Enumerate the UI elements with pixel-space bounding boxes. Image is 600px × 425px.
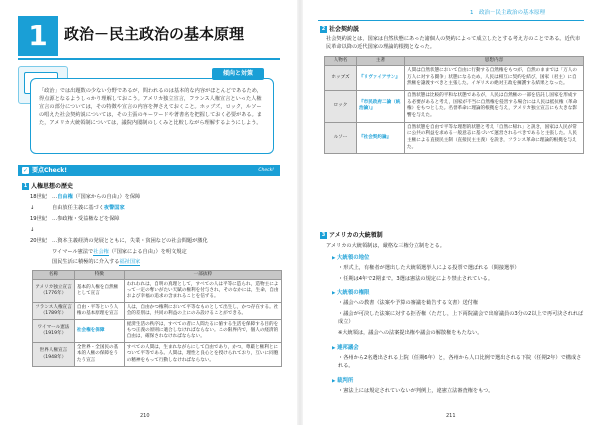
table-row [325, 66, 584, 91]
history-text: …参政権・受益権などを保障 [52, 216, 120, 222]
table-header: 思想内容 [405, 57, 584, 66]
sub-1-line: ・形式上，有権者が選出した大統領選挙人による投票で選ばれる（間接選挙） [338, 265, 520, 271]
section-2-heading [320, 26, 359, 34]
declaration-feature: 全世界・全国民の基本的人権の保障をうたう宣言 [74, 343, 124, 366]
century-label: 19世紀 [30, 216, 47, 222]
thinker-content: 自然状態は比較的平和な状態であるが，人民は自然権の一部を信託し国家を形成する必要があると考え，国家が不当に自然権を侵害する場合には人民は抵抗権（革命権）をもつとした。名誉革命に理論的根拠を与え，アメリカ独立宣言にも大きな影響を与えた。 [405, 90, 584, 122]
history-text: ワイマール憲法で [52, 249, 94, 255]
sub-1-line: ・任期は4年で2期まで。3選は憲法の規定により禁止されている。 [338, 276, 494, 282]
sub-4-line: ・憲法上には規定されていないが判例上，違憲立法審査権をもつ。 [338, 388, 494, 394]
table-row [325, 90, 584, 122]
history-key: 福祉国家 [119, 259, 141, 265]
history-text: 国民生活に積極的に介入する [52, 259, 120, 265]
thinker-name: ロック [325, 90, 357, 122]
century-label: 18世紀 [30, 194, 47, 200]
running-head: 1 政治－民主政治の基本原理 [470, 10, 546, 16]
declaration-name: 世界人権宣言（1948年） [33, 343, 75, 366]
section-number: 3 [321, 232, 326, 238]
table-row [33, 280, 282, 303]
thinker-work: 『リヴァイアサン』 [357, 66, 405, 91]
history-key: 自由権 [57, 194, 73, 200]
history-line [30, 216, 280, 223]
century-label: 20世紀 [30, 238, 47, 244]
check-icon: ✓ [22, 167, 29, 174]
section-2-lead: 社会契約説とは，国家は自然状態にあった諸個人の契約によって成立したとする考え方のことである。近代市民革命以降の近代国家の理論的根拠となった。 [326, 36, 581, 50]
intro-box [30, 78, 274, 154]
declaration-feature: 社会権を保障 [74, 320, 124, 343]
declaration-quote: すべての人間は，生まれながらにして自由であり，かつ，尊厳と権利とについて平等である。人間は，理性と良心とを授けられており，互いに同胞の精神をもって行動しなければならない。 [124, 343, 281, 366]
sub-4-title: ▶ 裁判所 [332, 378, 353, 385]
table-header: 人物名 [325, 57, 357, 66]
intro-tag: 傾向と対策 [212, 68, 264, 80]
history-line [30, 238, 280, 245]
history-line [30, 194, 280, 201]
thinker-content: 自然状態を自由で平等な理想的状態と考え「自然に帰れ」と説き，国家は人民が常に公共の利益を求める一般意志に基づいて運営されるべきであると主張した。人民主権による直接民主制（直接民主主義）を説き，フランス革命に理論的根拠を与えた。 [405, 122, 584, 154]
arrow-icon: ↓ [30, 227, 35, 233]
sub-2-line: ・議会が可決した法案に対する拒否権（ただし，上下両院議会で出席議員の3分の2以上で再可決されれば成立） [338, 311, 584, 325]
table-header-row [33, 271, 282, 280]
table-row [33, 320, 282, 343]
social-contract-table [324, 56, 584, 154]
check-label: 要点Check! [32, 167, 68, 174]
section-1-heading [22, 183, 73, 191]
sub-2-line: ※大統領は，議会への法案提出権や議会の解散権をもたない。 [338, 330, 483, 336]
thinker-name: ルソー [325, 122, 357, 154]
history-key: 夜警国家 [103, 205, 125, 211]
section-number: 2 [321, 26, 326, 32]
thinker-work: 『社会契約論』 [357, 122, 405, 154]
section-3-title: アメリカの大統領制 [329, 232, 383, 239]
section-3-heading [320, 232, 383, 240]
sub-2-line: ・議会への教書（法案や予算の審議を勧告する文書）送付権 [338, 300, 479, 306]
declaration-name: アメリカ独立宣言（1776年） [33, 280, 75, 303]
section-3-lead: アメリカの大統領制は，厳格な三権分立制をとる。 [326, 243, 445, 249]
thinker-work: 『市民政府二論（統治論）』 [357, 90, 405, 122]
history-text: … [52, 194, 58, 200]
history-text: （『国家からの自由』）を保障 [72, 194, 141, 200]
table-header-row [325, 57, 584, 66]
sub-3-title: ▶ 連邦議会 [332, 345, 359, 352]
declaration-feature: 基本的人権を自然権として宣言 [74, 280, 124, 303]
history-text: …資本主義経済の発展とともに，失業・貧困などの社会問題が激化 [52, 238, 208, 244]
table-row [33, 303, 282, 320]
table-header: 名称 [33, 271, 75, 280]
page-number-left: 210 [140, 413, 150, 419]
history-key: 社会権 [93, 249, 109, 255]
history-line [30, 249, 280, 256]
declaration-name: ワイマール憲法（1919年） [33, 320, 75, 343]
declaration-feature: 自由・平等という人権の基本原理を宣言 [74, 303, 124, 320]
table-row [33, 343, 282, 366]
century-label: ↓ [30, 205, 35, 211]
section-number: 1 [23, 183, 28, 189]
declaration-name: フランス人権宣言（1789年） [33, 303, 75, 320]
table-row [325, 122, 584, 154]
chapter-number-badge: 1 [18, 16, 58, 56]
table-header: 特徴 [74, 271, 124, 280]
section-1-title: 人権思想の歴史 [31, 183, 74, 190]
declaration-quote: 経済生活の秩序は，すべての者に人間たるに値する生活を保障する目的をもつ正義の原則に適合しなければならない。この限界内で，個人の経済的自由は，確保されなければならない。 [124, 320, 281, 343]
history-arrow [30, 227, 280, 234]
sub-2-title: ▶ 大統領の権限 [332, 290, 369, 297]
history-line [30, 205, 280, 212]
running-head-rule [318, 20, 584, 21]
declaration-quote: われわれは，自明の真理として，すべての人は平等に造られ，造物主によって一定の奪いがたい天賦の権利を付与され，そのなかには，生命，自由および幸福の追求の含まれることを信ずる。 [124, 280, 281, 303]
rights-declarations-table [32, 270, 282, 367]
history-text: 自由放任主義に基づく [52, 205, 104, 211]
page-number-right: 211 [446, 413, 456, 419]
sub-3-line: ・各州から2名選出される上院（任期6年）と，各州から人口比例で選出される下院（任期2年）で構成される。 [338, 355, 582, 369]
intro-text: 「政治」では出題数の少ない分野であるが，問われるのは基本的な内容がほとんどであるため，得点源となるようしっかり理解しておこう。アメリカ独立宣言，フランス人権宣言といった人権宣言の部分については，その特徴や宣言の内容を押さえておくこと。ホッブズ，ロック，ルソーの唱えた社会契約説については，その主張のキーワードや著書名を把握しておく必要がある。また，アメリカ大統領制については，議院内閣制のしくみと比較しながら理解するようにしよう。 [39, 88, 262, 127]
chapter-rule [18, 58, 280, 60]
history-line [30, 259, 280, 266]
page-gutter [297, 0, 303, 425]
section-2-title: 社会契約説 [329, 26, 360, 33]
table-header: 主著 [357, 57, 405, 66]
thinker-content: 人間は自然状態において自由に行動する自然権をもつが，自然のままでは「万人の万人に対する闘争」状態になるため，人民は相互に契約を結び，国家（君主）に自然権を譲渡すべきと主張した。イギリスの絶対王政を擁護する結果となった。 [405, 66, 584, 91]
declaration-quote: 人は，自由かつ権利において平等なものとして出生し，かつ存在する。社会的差別は，共同の利益の上にのみ設けることができる。 [124, 303, 281, 320]
history-text: （『国家による自由』）を明文規定 [108, 249, 187, 255]
table-header: 一部抜粋 [124, 271, 281, 280]
check-bar [18, 165, 280, 176]
chapter-title: 政治－民主政治の基本原理 [64, 25, 245, 43]
sub-1-title: ▶ 大統領の地位 [332, 255, 369, 262]
check-label-right: Check! [258, 168, 274, 173]
thinker-name: ホッブズ [325, 66, 357, 91]
